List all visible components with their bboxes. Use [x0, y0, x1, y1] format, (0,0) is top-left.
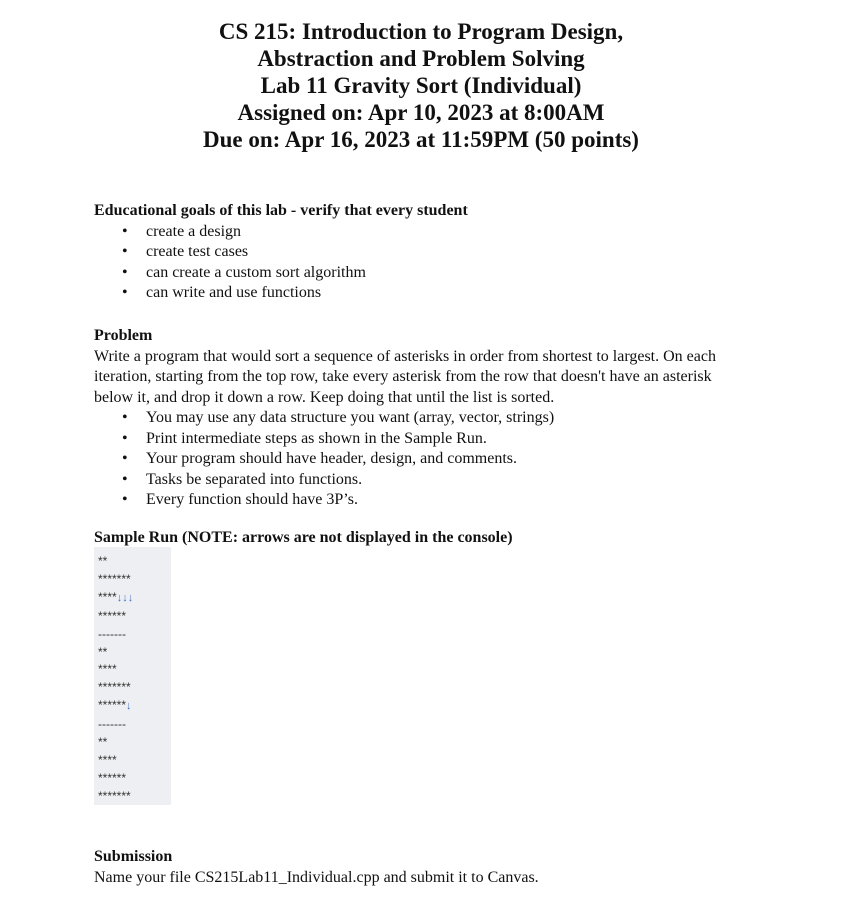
goals-heading: Educational goals of this lab - verify that every student: [94, 202, 468, 219]
sample-line-text: -------: [98, 717, 126, 732]
down-arrow-icon: ↓↓↓: [116, 591, 134, 604]
requirement-item: • Tasks be separated into functions.: [146, 470, 754, 491]
sample-line: [98, 644, 171, 662]
sample-line: [98, 752, 171, 770]
submission-text: Name your file CS215Lab11_Individual.cpp and submit it to Canvas.: [94, 868, 539, 886]
sample-line-text: ****: [98, 589, 117, 604]
sample-line: [98, 679, 171, 697]
sample-line-text: **: [98, 644, 108, 659]
submission-heading: Submission: [94, 848, 173, 865]
sample-line-text: **: [98, 735, 108, 750]
requirement-item: • You may use any data structure you want (array, vector, strings): [146, 408, 754, 429]
problem-section: [94, 326, 754, 511]
due-date: Due on: Apr 16, 2023 at 11:59PM (50 points): [203, 127, 639, 152]
sample-run-output: [94, 547, 171, 805]
sample-line: [98, 697, 171, 716]
requirement-item: • Your program should have header, design, and comments.: [146, 449, 754, 470]
sample-line-text: ******: [98, 770, 127, 785]
sample-line: [98, 770, 171, 788]
goal-item: • can write and use functions: [146, 283, 764, 304]
sample-line: [98, 734, 171, 752]
title-line: CS 215: Introduction to Program Design,: [218, 19, 624, 44]
document-title: [0, 18, 842, 153]
goals-section: [94, 201, 764, 304]
sample-line-text: *******: [98, 788, 131, 803]
sample-line-text: ****: [98, 752, 117, 767]
sample-line-text: *******: [98, 680, 131, 695]
sample-line-text: **: [98, 554, 108, 568]
sample-line-text: -------: [98, 626, 126, 641]
title-line: Abstraction and Problem Solving: [257, 46, 585, 71]
sample-run-heading: Sample Run (NOTE: arrows are not displayed in the console): [94, 529, 513, 546]
problem-text: Write a program that would sort a sequence of asterisks in order from shortest to largest. On each iteration, starting from the top row, take every asterisk from the row that doesn't have an asterisk below it, and drop it down a row. Keep doing that until the list is sorted.: [94, 347, 716, 406]
sample-line: [98, 661, 171, 679]
submission-section: [94, 847, 764, 888]
goal-item: • create test cases: [146, 242, 764, 263]
sample-line-text: ******: [98, 608, 127, 623]
sample-heading-wrap: [94, 528, 764, 549]
assigned-date: Assigned on: Apr 10, 2023 at 8:00AM: [237, 100, 605, 125]
sample-line: [98, 788, 171, 806]
goal-item: • can create a custom sort algorithm: [146, 263, 764, 284]
requirement-item: • Print intermediate steps as shown in the Sample Run.: [146, 429, 754, 450]
sample-line: [98, 716, 171, 734]
sample-line: [98, 571, 171, 589]
down-arrow-icon: ↓: [126, 700, 132, 713]
sample-line-text: ****: [98, 662, 117, 677]
requirement-item: • Every function should have 3P’s.: [146, 490, 754, 511]
sample-line: [98, 589, 171, 608]
title-line: Lab 11 Gravity Sort (Individual): [260, 73, 582, 98]
sample-line-text: ******: [98, 698, 127, 713]
problem-heading: Problem: [94, 327, 153, 344]
sample-line: [98, 553, 171, 571]
goal-item: • create a design: [146, 222, 764, 243]
sample-line-text: *******: [98, 571, 131, 586]
sample-line: [98, 608, 171, 626]
sample-line: [98, 626, 171, 644]
